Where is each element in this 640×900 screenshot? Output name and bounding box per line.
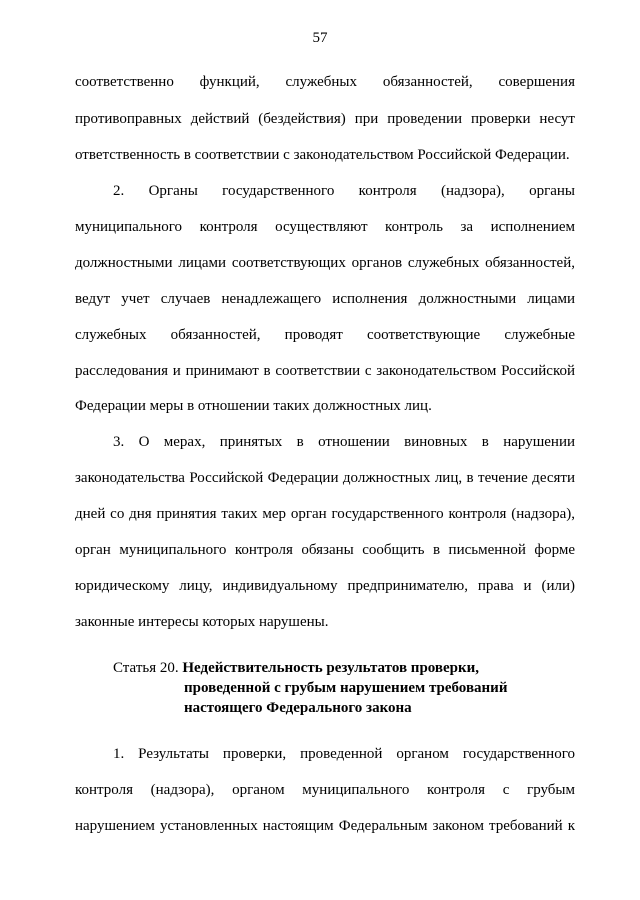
text-line: расследования и принимают в соответствии с законодательством Российской [75, 363, 575, 379]
text-line: юридическому лицу, индивидуальному предпринимателю, права и (или) [75, 578, 575, 594]
text-line: ведут учет случаев ненадлежащего исполнения должностными лицами [75, 291, 575, 307]
article-label: Статья 20. [113, 660, 179, 676]
text-line: дней со дня принятия таких мер орган государственного контроля (надзора), [75, 506, 575, 522]
text-line: контроля (надзора), органом муниципального контроля с грубым [75, 782, 575, 798]
text-line: ответственность в соответствии с законодательством Российской Федерации. [75, 147, 570, 163]
text-line: 2. Органы государственного контроля (надзора), органы [113, 183, 575, 199]
text-line: нарушением установленных настоящим Федеральным законом требований к [75, 818, 575, 834]
text-line: 3. О мерах, принятых в отношении виновных в нарушении [113, 434, 575, 450]
article-title-line: настоящего Федерального закона [184, 700, 412, 716]
text-line: муниципального контроля осуществляют контроль за исполнением [75, 219, 575, 235]
text-line: 1. Результаты проверки, проведенной органом государственного [113, 746, 575, 762]
article-heading [113, 660, 479, 677]
page-number: 57 [312, 30, 328, 46]
text-line: орган муниципального контроля обязаны сообщить в письменной форме [75, 542, 575, 558]
text-line: должностными лицами соответствующих органов служебных обязанностей, [75, 255, 575, 271]
text-line: Федерации меры в отношении таких должностных лиц. [75, 398, 432, 414]
text-line: соответственно функций, служебных обязанностей, совершения [75, 74, 575, 90]
text-line: противоправных действий (бездействия) при проведении проверки несут [75, 111, 575, 127]
article-title-line: проведенной с грубым нарушением требований [184, 680, 508, 696]
text-line: законодательства Российской Федерации должностных лиц, в течение десяти [75, 470, 575, 486]
text-line: служебных обязанностей, проводят соответствующие служебные [75, 327, 575, 343]
article-title-line: Недействительность результатов проверки, [182, 660, 480, 676]
text-line: законные интересы которых нарушены. [75, 614, 329, 630]
